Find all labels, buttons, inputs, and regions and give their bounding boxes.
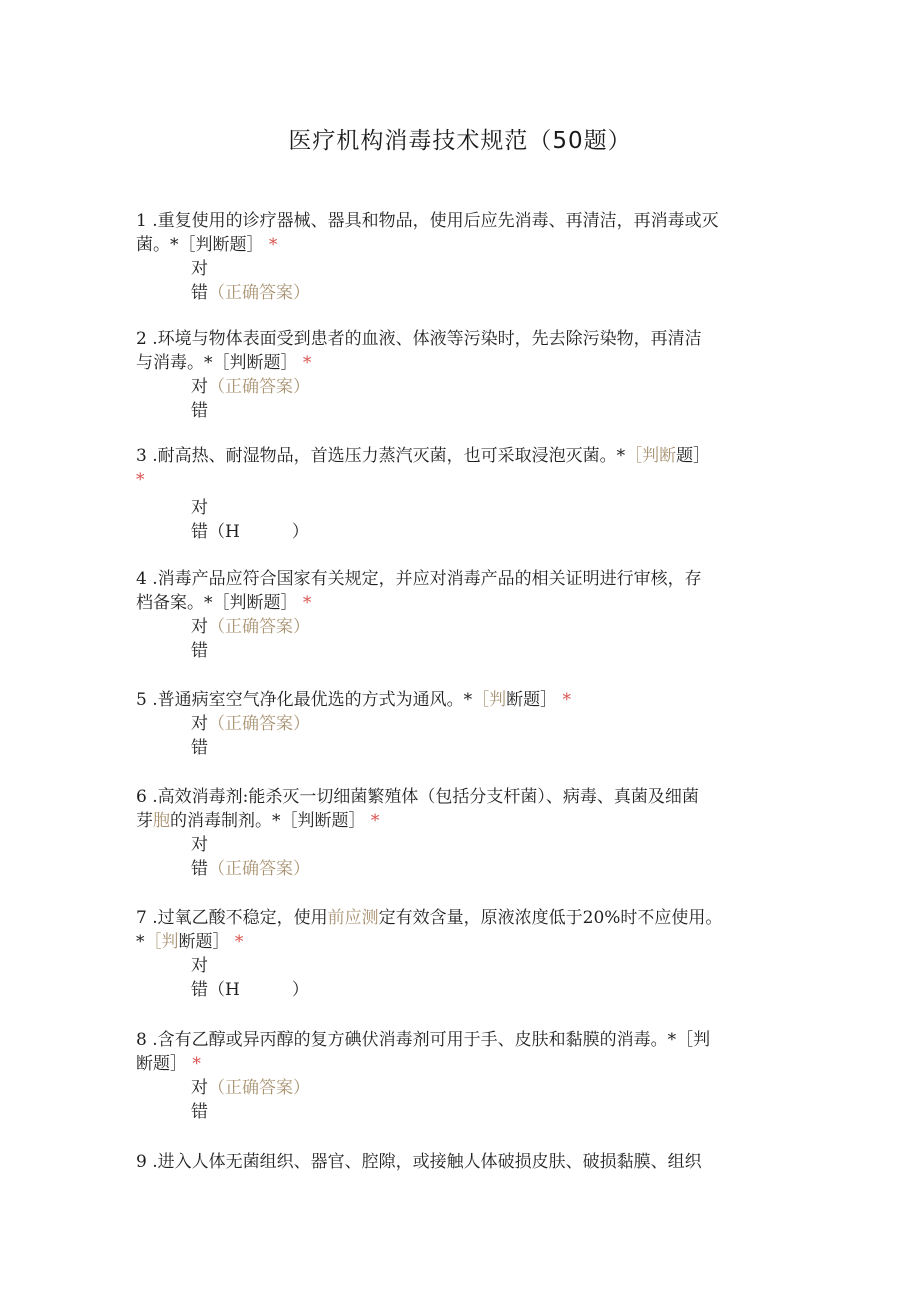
question-number: 5 bbox=[136, 690, 147, 710]
required-star: * bbox=[370, 811, 380, 831]
required-star: * bbox=[268, 235, 278, 255]
question-text: 9 .进入人体无菌组织、器官、腔隙，或接触人体破损皮肤、破损黏膜、组织 bbox=[136, 1152, 702, 1172]
question-8: 8 .含有乙醇或异丙醇的复方碘伏消毒剂可用于手、皮肤和黏膜的消毒。*［判 断题］ * 对（正确答案） 错 bbox=[136, 1028, 786, 1124]
option-false[interactable]: 错（H ） bbox=[191, 522, 309, 542]
required-star: * bbox=[302, 593, 312, 613]
question-number: 2 bbox=[136, 329, 147, 349]
option-false[interactable]: 错（正确答案） bbox=[191, 283, 310, 303]
question-4: 4 .消毒产品应符合国家有关规定，并应对消毒产品的相关证明进行审核，存 档备案。*［判断题］ * 对（正确答案） 错 bbox=[136, 567, 786, 663]
required-star: * bbox=[562, 690, 572, 710]
option-false[interactable]: 错 bbox=[191, 738, 208, 758]
option-true[interactable]: 对（正确答案） bbox=[191, 714, 310, 734]
question-number: 1 bbox=[136, 211, 147, 231]
question-text: 6 .高效消毒剂:能杀灭一切细菌繁殖体（包括分支杆菌）、病毒、真菌及细菌 bbox=[136, 787, 699, 807]
question-number: 7 bbox=[136, 908, 147, 928]
option-false[interactable]: 错 bbox=[191, 1102, 208, 1122]
option-true[interactable]: 对（正确答案） bbox=[191, 1078, 310, 1098]
correct-answer-label: （正确答案） bbox=[208, 617, 310, 637]
question-9 bbox=[136, 1150, 786, 1174]
question-text: 5 .普通病室空气净化最优选的方式为通风。*［判断题］ * bbox=[136, 690, 572, 710]
required-star: * bbox=[302, 353, 312, 373]
question-text: 2 .环境与物体表面受到患者的血液、体液等污染时，先去除污染物，再清洁 bbox=[136, 329, 702, 349]
correct-answer-label: （正确答案） bbox=[208, 1078, 310, 1098]
option-true[interactable]: 对 bbox=[191, 498, 208, 518]
option-false[interactable]: 错（正确答案） bbox=[191, 859, 310, 879]
question-6: 6 .高效消毒剂:能杀灭一切细菌繁殖体（包括分支杆菌）、病毒、真菌及细菌 芽胞的消毒制剂。*［判断题］ * 对 错（正确答案） bbox=[136, 785, 786, 881]
required-star: * bbox=[234, 932, 244, 952]
correct-answer-label: （正确答案） bbox=[208, 714, 310, 734]
question-text: 1 .重复使用的诊疗器械、器具和物品，使用后应先消毒、再清洁，再消毒或灭 bbox=[136, 211, 719, 231]
question-number: 6 bbox=[136, 787, 147, 807]
correct-answer-label: （正确答案） bbox=[208, 283, 310, 303]
question-1: 1 .重复使用的诊疗器械、器具和物品，使用后应先消毒、再清洁，再消毒或灭 菌。*［判断题］ * 对 错（正确答案） bbox=[136, 209, 786, 305]
correct-answer-label: （正确答案） bbox=[208, 859, 310, 879]
question-number: 3 bbox=[136, 446, 147, 466]
option-true[interactable]: 对（正确答案） bbox=[191, 617, 310, 637]
correct-answer-label: （正确答案） bbox=[208, 377, 310, 397]
option-true[interactable]: 对（正确答案） bbox=[191, 377, 310, 397]
required-star: * bbox=[192, 1054, 201, 1074]
option-false[interactable]: 错 bbox=[191, 401, 208, 421]
question-text: 8 .含有乙醇或异丙醇的复方碘伏消毒剂可用于手、皮肤和黏膜的消毒。*［判 bbox=[136, 1030, 711, 1050]
question-text: 7 .过氧乙酸不稳定，使用前应测定有效含量，原液浓度低于20%时不应使用。 bbox=[136, 908, 723, 928]
question-text: 3 .耐高热、耐湿物品，首选压力蒸汽灭菌，也可采取浸泡灭菌。*［判断题］ bbox=[136, 446, 711, 466]
question-7: 7 .过氧乙酸不稳定，使用前应测定有效含量，原液浓度低于20%时不应使用。 *［判断题］ * 对 错（H ） bbox=[136, 906, 786, 1002]
option-false[interactable]: 错（H ） bbox=[191, 980, 309, 1000]
question-text: 4 .消毒产品应符合国家有关规定，并应对消毒产品的相关证明进行审核，存 bbox=[136, 569, 702, 589]
page-title: 医疗机构消毒技术规范（50题） bbox=[288, 128, 632, 154]
option-true[interactable]: 对 bbox=[191, 956, 208, 976]
question-5 bbox=[136, 688, 786, 760]
question-2: 2 .环境与物体表面受到患者的血液、体液等污染时，先去除污染物，再清洁 与消毒。*［判断题］ * 对（正确答案） 错 bbox=[136, 327, 786, 423]
option-true[interactable]: 对 bbox=[191, 835, 208, 855]
question-number: 9 bbox=[136, 1152, 147, 1172]
option-false[interactable]: 错 bbox=[191, 641, 208, 661]
question-number: 4 bbox=[136, 569, 147, 589]
option-true[interactable]: 对 bbox=[191, 259, 208, 279]
question-number: 8 bbox=[136, 1030, 147, 1050]
question-3 bbox=[136, 444, 786, 544]
required-star: * bbox=[136, 470, 145, 490]
